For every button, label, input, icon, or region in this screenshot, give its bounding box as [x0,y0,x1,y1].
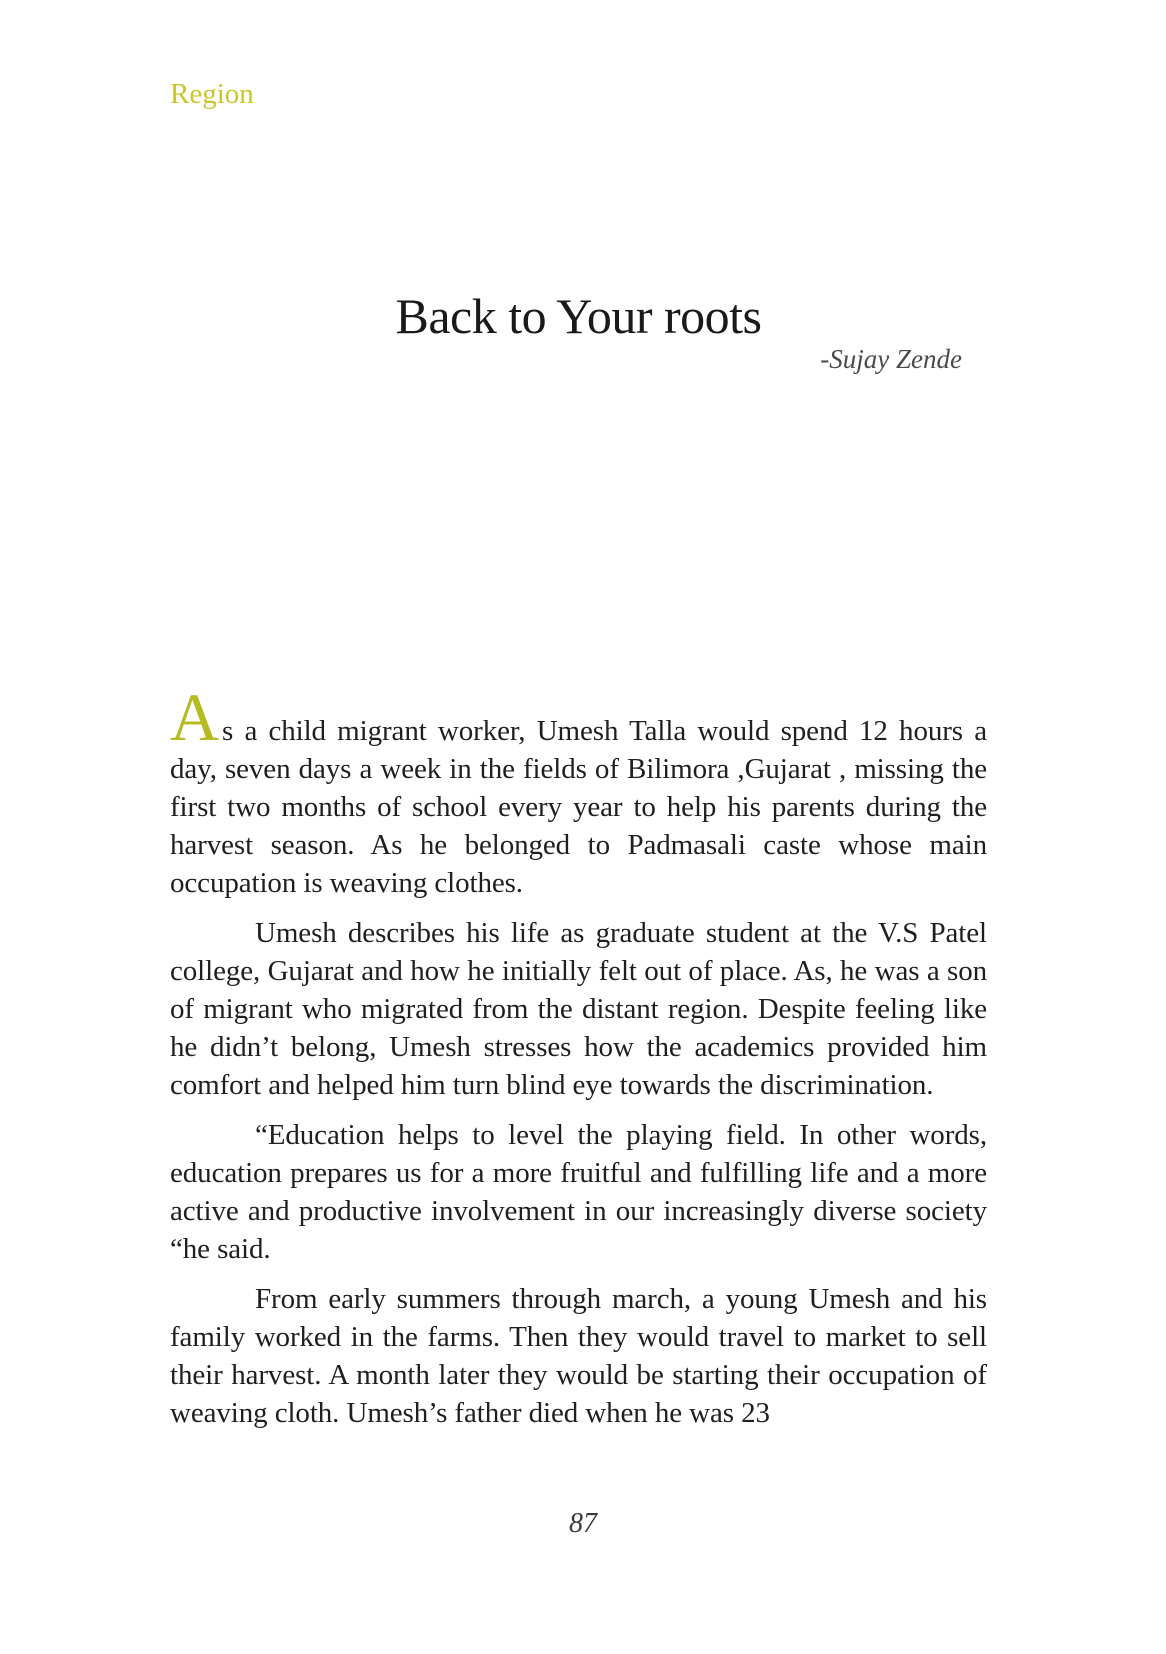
section-label: Region [170,78,254,110]
page-number: 87 [569,1508,597,1539]
body-paragraph: “Education helps to level the playing field. In other words, education prepares us for a more fruitful and fulfilling life and a more active and productive involvement in our increasingly diverse society “he said. [170,1119,987,1265]
paragraph-text: s a child migrant worker, Umesh Talla would spend 12 hours a day, seven days a week in the fields of Bilimora ,Gujarat , missing the first two months of school every year to help his parents during the harvest season. As he belonged to Padmasali caste whose main occupation is weaving clothes. [170,715,987,899]
drop-cap: A [170,679,220,755]
body-paragraph: Umesh describes his life as graduate student at the V.S Patel college, Gujarat and how he initially felt out of place. As, he was a son of migrant who migrated from the distant region. Despite feeling like he didn’t belong, Umesh stresses how the academics provided him comfort and helped him turn blind eye towards the discrimination. [170,917,987,1101]
body-paragraph [170,679,987,902]
byline: -Sujay Zende [820,344,962,374]
article-body [170,679,987,1444]
article-title: Back to Your roots [395,288,762,344]
body-paragraph: From early summers through march, a young Umesh and his family worked in the farms. Then they would travel to market to sell their harvest. A month later they would be starting their occupation of weaving cloth. Umesh’s father died when he was 23 [170,1283,987,1429]
